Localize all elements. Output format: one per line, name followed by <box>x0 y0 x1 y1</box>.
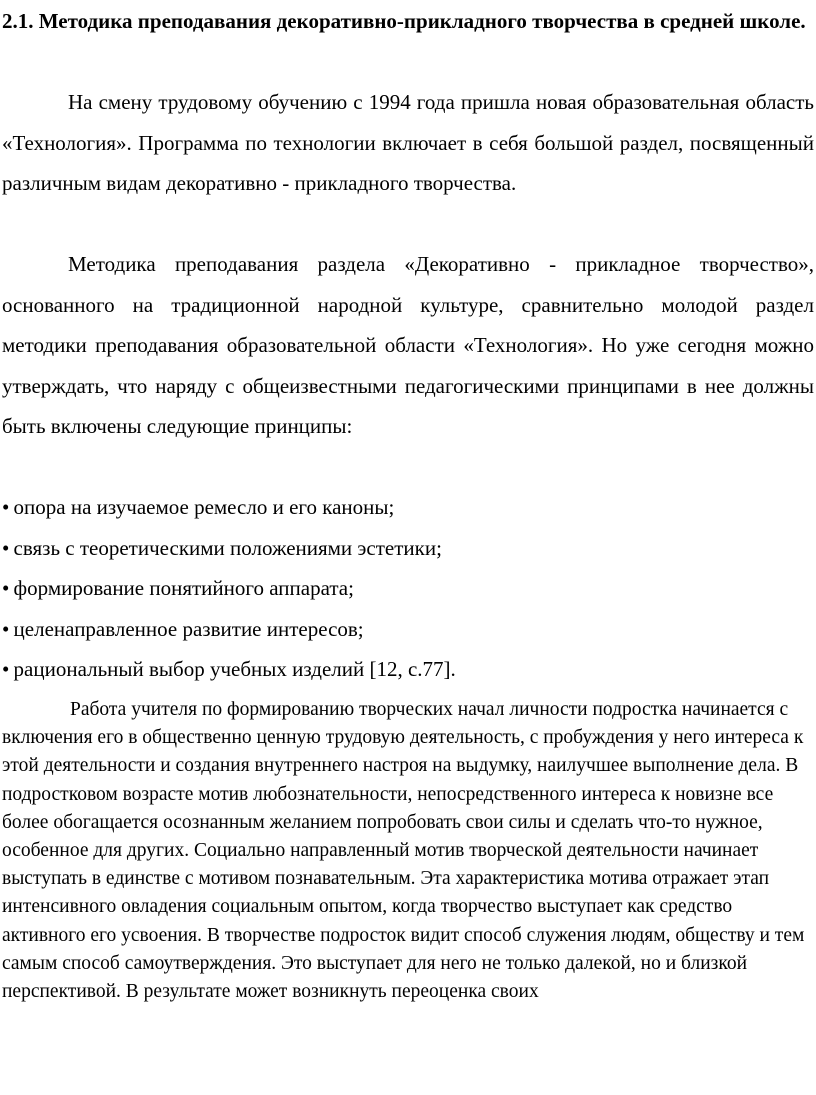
list-item <box>2 649 814 690</box>
bullet-icon: • <box>2 576 10 600</box>
list-item-text: опора на изучаемое ремесло и его каноны; <box>13 495 395 519</box>
paragraph-technology-area: На смену трудовому обучению с 1994 года пришла новая образовательная область «Технология». Программа по технологии включает в себя большой раздел, посвященный различным видам декоративно - прикладного творчества. <box>2 90 814 195</box>
list-item <box>2 609 814 650</box>
paragraph-teacher-work: Работа учителя по формированию творческих начал личности подростка начинается с включения его в общественно ценную трудовую деятельность, с пробуждения у него интереса к этой деятельности и создания внутреннего настроя на выдумку, наилучшее выполнение дела. В подростковом возрасте мотив любознательности, непосредственного интереса к новизне все более обогащается осознанным желанием попробовать свои силы и сделать что-то нужное, особенное для других. Социально направленный мотив творческой деятельности начинает выступать в единстве с мотивом познавательным. Эта характеристика мотива отражает этап интенсивного овладения социальным опытом, когда творчество выступает как средство активного его усвоения. В творчестве подросток видит способ служения людям, обществу и тем самым способ самоутверждения. Это выступает для него не только далекой, но и близкой перспективой. В результате может возникнуть переоценка своих <box>2 699 805 1003</box>
list-item-text: связь с теоретическими положениями эстетики; <box>13 535 442 560</box>
list-item <box>2 487 814 528</box>
bullet-icon: • <box>2 657 10 681</box>
section-heading: 2.1. Методика преподавания декоративно-прикладного творчества в средней школе. <box>2 9 806 33</box>
list-item-text: формирование понятийного аппарата; <box>13 576 354 600</box>
list-item <box>2 568 814 609</box>
list-item-text: рациональный выбор учебных изделий [12, с.77]. <box>13 657 456 681</box>
principles-list <box>2 487 814 690</box>
list-item <box>2 528 814 569</box>
bullet-icon: • <box>2 616 10 641</box>
bullet-icon: • <box>2 495 10 519</box>
list-item-text: целенаправленное развитие интересов; <box>13 616 364 641</box>
paragraph-teaching-principles: Методика преподавания раздела «Декоративно - прикладное творчество», основанного на традиционной народной культуре, сравнительно молодой раздел методики преподавания образовательной области «Технология». Но уже сегодня можно утверждать, что наряду с общеизвестными педагогическими принципами в нее должны быть включены следующие принципы: <box>2 252 814 438</box>
bullet-icon: • <box>2 535 10 560</box>
